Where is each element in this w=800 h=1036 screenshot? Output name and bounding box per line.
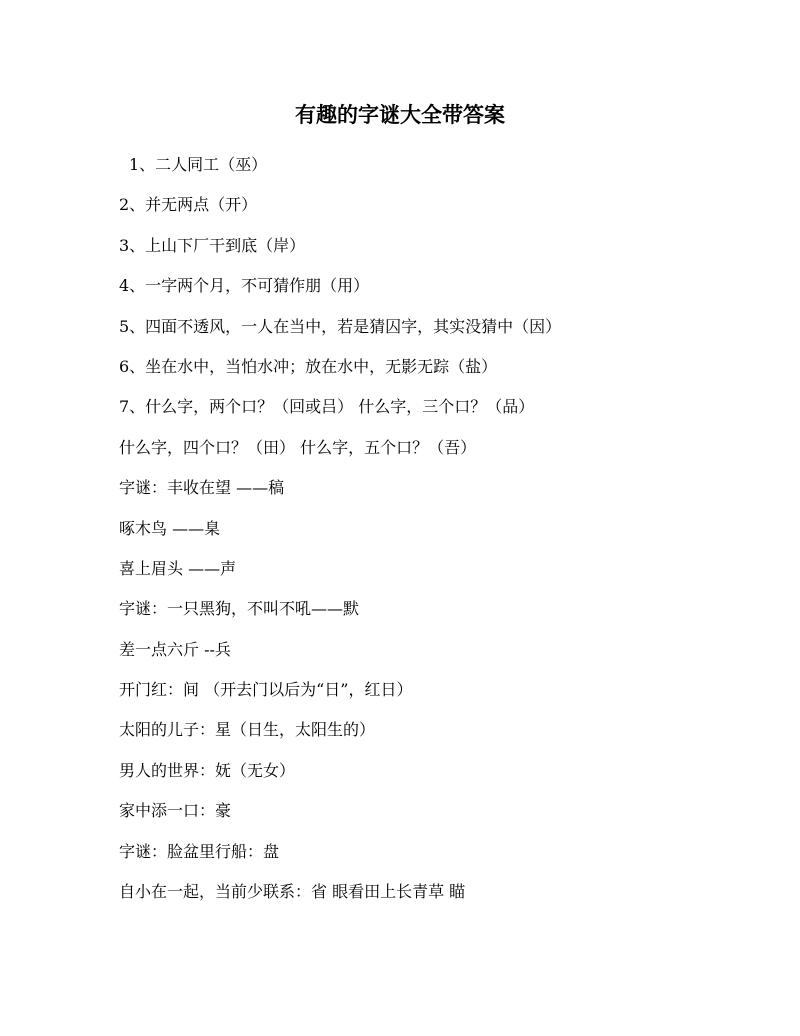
riddle-line: 4、一字两个月，不可猜作朋（用） bbox=[119, 276, 370, 296]
riddle-line: 自小在一起，当前少联系：省 眼看田上长青草 瞄 bbox=[119, 882, 466, 902]
riddle-line: 1、二人同工（巫） bbox=[129, 155, 268, 174]
document-title: 有趣的字谜大全带答案 bbox=[295, 103, 505, 127]
riddle-line: 字谜：丰收在望 ——稿 bbox=[119, 478, 285, 498]
riddle-line: 喜上眉头 ——声 bbox=[119, 558, 237, 578]
riddle-line: 什么字，四个口？（田） 什么字，五个口？（吾） bbox=[119, 437, 477, 457]
riddle-line: 男人的世界：妩（无女） bbox=[119, 760, 296, 780]
riddle-list bbox=[119, 153, 759, 920]
riddle-line: 家中添一口：豪 bbox=[119, 801, 232, 821]
riddle-line: 差一点六斤 --兵 bbox=[119, 639, 231, 659]
riddle-line: 啄木鸟 ——臬 bbox=[119, 518, 221, 538]
riddle-line: 太阳的儿子：星（日生，太阳生的） bbox=[119, 720, 376, 740]
riddle-line: 开门红：间 （开去门以后为“日”，红日） bbox=[119, 680, 413, 700]
riddle-line: 2、并无两点（开） bbox=[119, 195, 258, 215]
riddle-line: 6、坐在水中，当怕水冲；放在水中，无影无踪（盐） bbox=[119, 356, 498, 376]
riddle-line: 3、上山下厂干到底（岸） bbox=[119, 235, 306, 255]
riddle-line: 字谜：脸盆里行船：盘 bbox=[119, 841, 280, 861]
riddle-line: 5、四面不透风，一人在当中，若是猜囚字，其实没猜中（因） bbox=[119, 316, 562, 336]
riddle-line: 7、什么字，两个口？（回或吕） 什么字，三个口？（品） bbox=[119, 397, 535, 417]
riddle-line: 字谜：一只黑狗，不叫不吼——默 bbox=[119, 599, 360, 619]
